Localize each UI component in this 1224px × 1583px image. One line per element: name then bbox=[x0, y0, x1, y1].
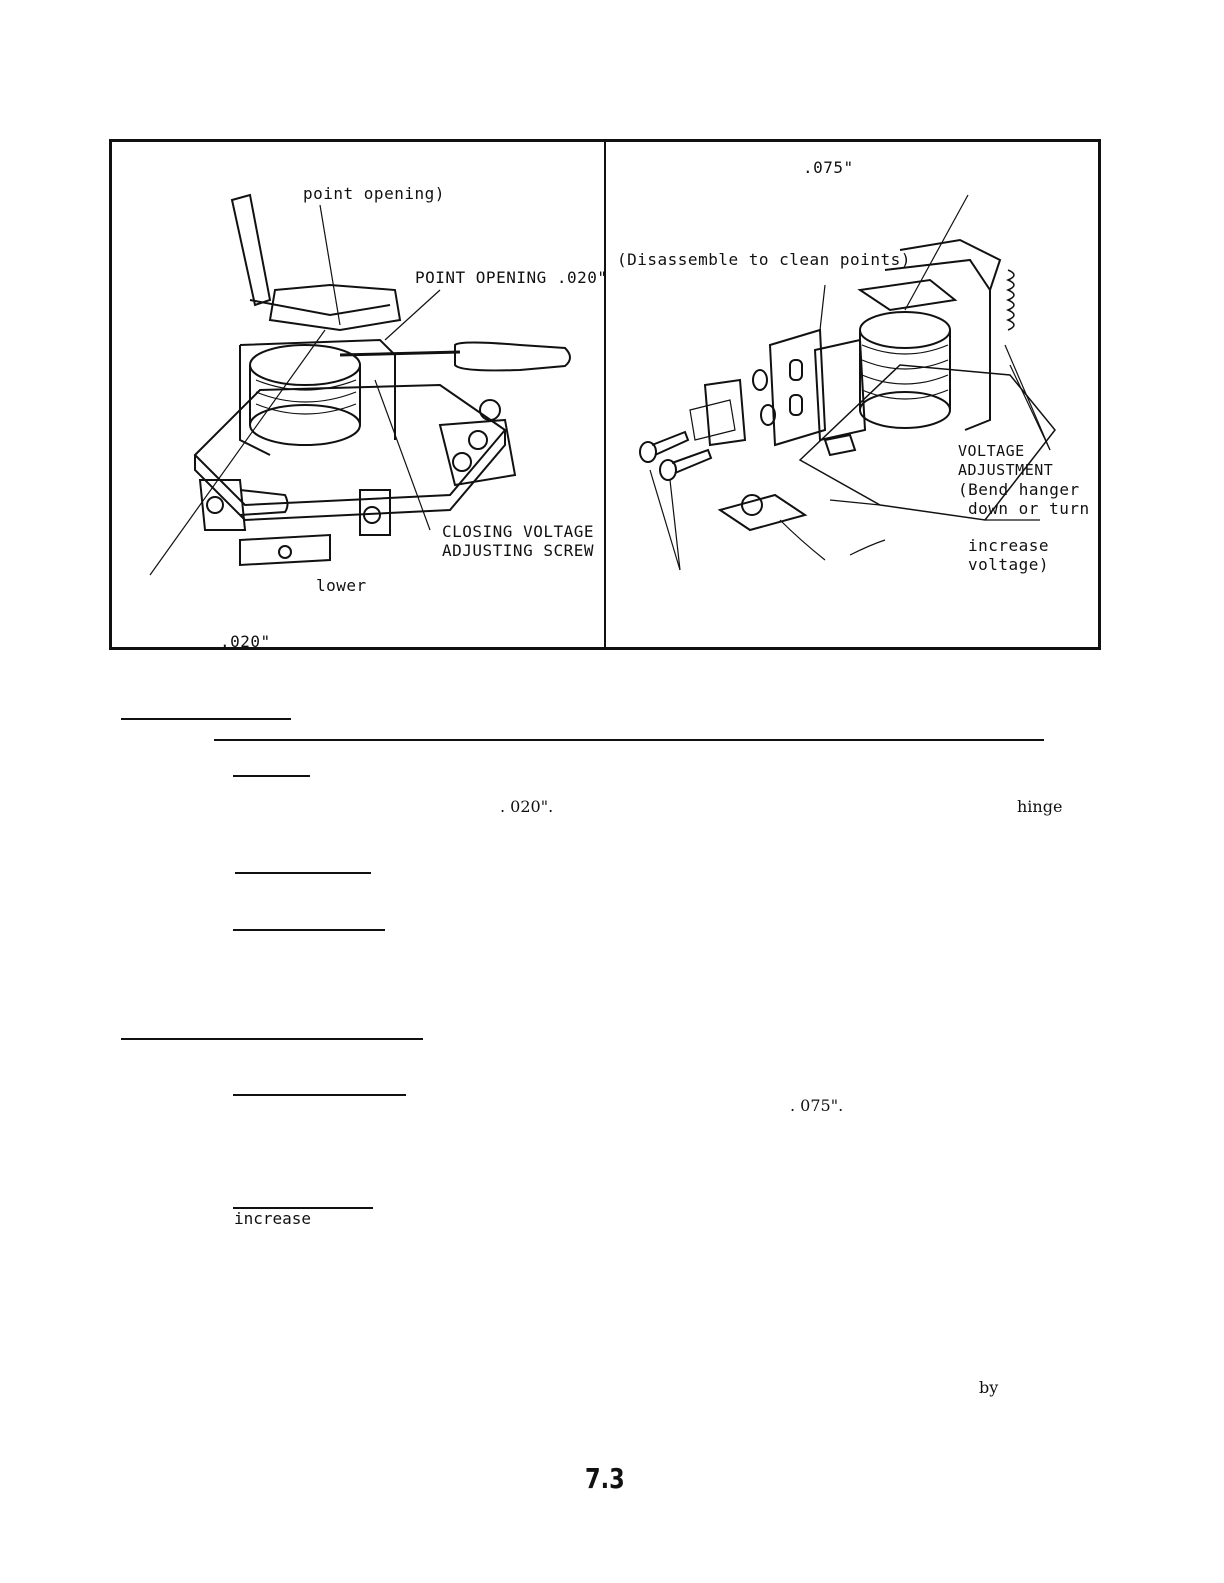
label-voltage-adj-6: voltage) bbox=[968, 555, 1050, 574]
label-closing-voltage-1: CLOSING VOLTAGE bbox=[442, 522, 594, 541]
label-closing-voltage-2: ADJUSTING SCREW bbox=[442, 541, 594, 560]
label-voltage-adj-2: ADJUSTMENT bbox=[958, 461, 1054, 479]
label-disassemble-note: (Disassemble to clean points) bbox=[617, 250, 911, 269]
step-underline-4 bbox=[233, 1094, 406, 1096]
step-underline-3 bbox=[233, 929, 385, 931]
text-fragment-075: . 075". bbox=[790, 1096, 844, 1115]
text-fragment-020: . 020". bbox=[500, 797, 554, 816]
label-point-opening: POINT OPENING .020" bbox=[415, 268, 608, 287]
label-lower: lower bbox=[316, 576, 367, 595]
text-fragment-by: by bbox=[979, 1378, 999, 1397]
subheading-underline bbox=[214, 739, 1044, 741]
cutout-relay-illustration bbox=[150, 195, 570, 575]
heading-underline-2 bbox=[121, 1038, 423, 1040]
text-fragment-hinge: hinge bbox=[1017, 797, 1063, 816]
heading-underline-1 bbox=[121, 718, 291, 720]
label-point-gap: .075" bbox=[803, 158, 854, 177]
page-number: 7.3 bbox=[585, 1462, 625, 1495]
label-voltage-adj-4: down or turn bbox=[968, 499, 1090, 518]
label-voltage-adj-1: VOLTAGE bbox=[958, 442, 1025, 460]
label-point-opening-note: point opening) bbox=[303, 184, 445, 203]
step-underline-1 bbox=[233, 775, 310, 777]
text-fragment-increase: increase bbox=[234, 1209, 312, 1228]
label-voltage-adj-3: (Bend hanger bbox=[958, 480, 1080, 499]
label-voltage-adj-5: increase bbox=[968, 536, 1050, 555]
step-underline-2 bbox=[235, 872, 371, 874]
label-air-gap: .020" bbox=[220, 632, 271, 651]
